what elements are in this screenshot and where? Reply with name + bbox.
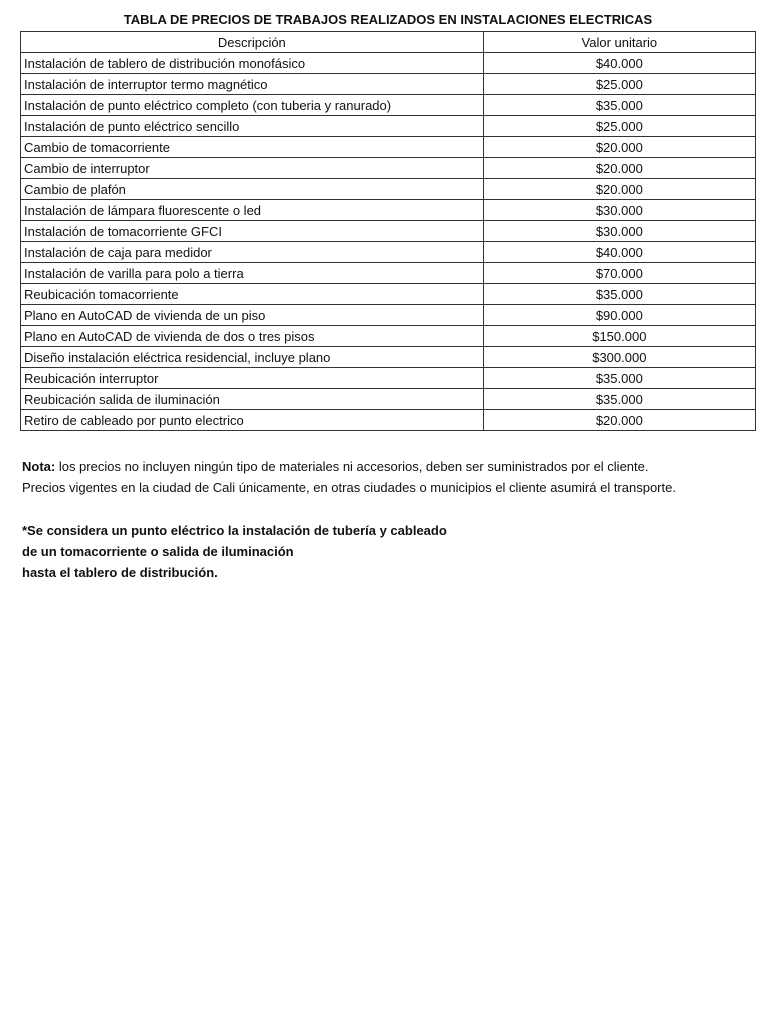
note-text: los precios no incluyen ningún tipo de materiales ni accesorios, deben ser suministrados por el cliente.: [55, 459, 649, 474]
description-cell: Instalación de tablero de distribución monofásico: [21, 53, 484, 74]
note-line-2: Precios vigentes en la ciudad de Cali únicamente, en otras ciudades o municipios el cliente asumirá el transporte.: [22, 480, 676, 495]
table-row: [21, 368, 756, 389]
column-header-description: Descripción: [21, 32, 484, 53]
description-cell: Instalación de caja para medidor: [21, 242, 484, 263]
table-row: [21, 221, 756, 242]
description-cell: Instalación de punto eléctrico completo (con tuberia y ranurado): [21, 95, 484, 116]
description-cell: Cambio de interruptor: [21, 158, 484, 179]
unit-value-cell: $35.000: [483, 284, 755, 305]
description-cell: Cambio de plafón: [21, 179, 484, 200]
price-table-body: [21, 53, 756, 431]
note-line-1: [22, 456, 762, 477]
note-label: Nota:: [22, 459, 56, 474]
unit-value-cell: $20.000: [483, 410, 755, 431]
table-header-row: [21, 32, 756, 53]
unit-value-cell: $30.000: [483, 221, 755, 242]
description-cell: Instalación de punto eléctrico sencillo: [21, 116, 484, 137]
unit-value-cell: $35.000: [483, 368, 755, 389]
description-cell: Instalación de varilla para polo a tierra: [21, 263, 484, 284]
unit-value-cell: $20.000: [483, 158, 755, 179]
table-row: [21, 116, 756, 137]
description-cell: Cambio de tomacorriente: [21, 137, 484, 158]
price-table: [20, 31, 756, 431]
table-row: [21, 53, 756, 74]
table-row: [21, 179, 756, 200]
table-row: [21, 263, 756, 284]
table-row: [21, 284, 756, 305]
unit-value-cell: $20.000: [483, 179, 755, 200]
unit-value-cell: $90.000: [483, 305, 755, 326]
unit-value-cell: $35.000: [483, 389, 755, 410]
unit-value-cell: $70.000: [483, 263, 755, 284]
column-header-unit-value: Valor unitario: [483, 32, 755, 53]
definition-line-3: hasta el tablero de distribución.: [22, 565, 218, 580]
unit-value-cell: $40.000: [483, 242, 755, 263]
description-cell: Instalación de lámpara fluorescente o led: [21, 200, 484, 221]
unit-value-cell: $300.000: [483, 347, 755, 368]
description-cell: Instalación de interruptor termo magnético: [21, 74, 484, 95]
description-cell: Instalación de tomacorriente GFCI: [21, 221, 484, 242]
description-cell: Reubicación interruptor: [21, 368, 484, 389]
note-block: [22, 456, 762, 498]
table-row: [21, 200, 756, 221]
unit-value-cell: $35.000: [483, 95, 755, 116]
description-cell: Plano en AutoCAD de vivienda de un piso: [21, 305, 484, 326]
table-row: [21, 326, 756, 347]
unit-value-cell: $30.000: [483, 200, 755, 221]
description-cell: Plano en AutoCAD de vivienda de dos o tres pisos: [21, 326, 484, 347]
unit-value-cell: $25.000: [483, 116, 755, 137]
table-row: [21, 137, 756, 158]
table-row: [21, 410, 756, 431]
document-title: TABLA DE PRECIOS DE TRABAJOS REALIZADOS EN INSTALACIONES ELECTRICAS: [123, 12, 653, 27]
definition-line-1: *Se considera un punto eléctrico la instalación de tubería y cableado: [22, 523, 447, 538]
table-row: [21, 305, 756, 326]
definition-line-2: de un tomacorriente o salida de iluminación: [22, 544, 294, 559]
unit-value-cell: $40.000: [483, 53, 755, 74]
unit-value-cell: $25.000: [483, 74, 755, 95]
definition-block: [22, 520, 762, 583]
description-cell: Diseño instalación eléctrica residencial, incluye plano: [21, 347, 484, 368]
table-row: [21, 158, 756, 179]
table-row: [21, 74, 756, 95]
table-row: [21, 347, 756, 368]
table-row: [21, 95, 756, 116]
table-row: [21, 242, 756, 263]
description-cell: Reubicación salida de iluminación: [21, 389, 484, 410]
unit-value-cell: $20.000: [483, 137, 755, 158]
table-row: [21, 389, 756, 410]
description-cell: Retiro de cableado por punto electrico: [21, 410, 484, 431]
unit-value-cell: $150.000: [483, 326, 755, 347]
description-cell: Reubicación tomacorriente: [21, 284, 484, 305]
